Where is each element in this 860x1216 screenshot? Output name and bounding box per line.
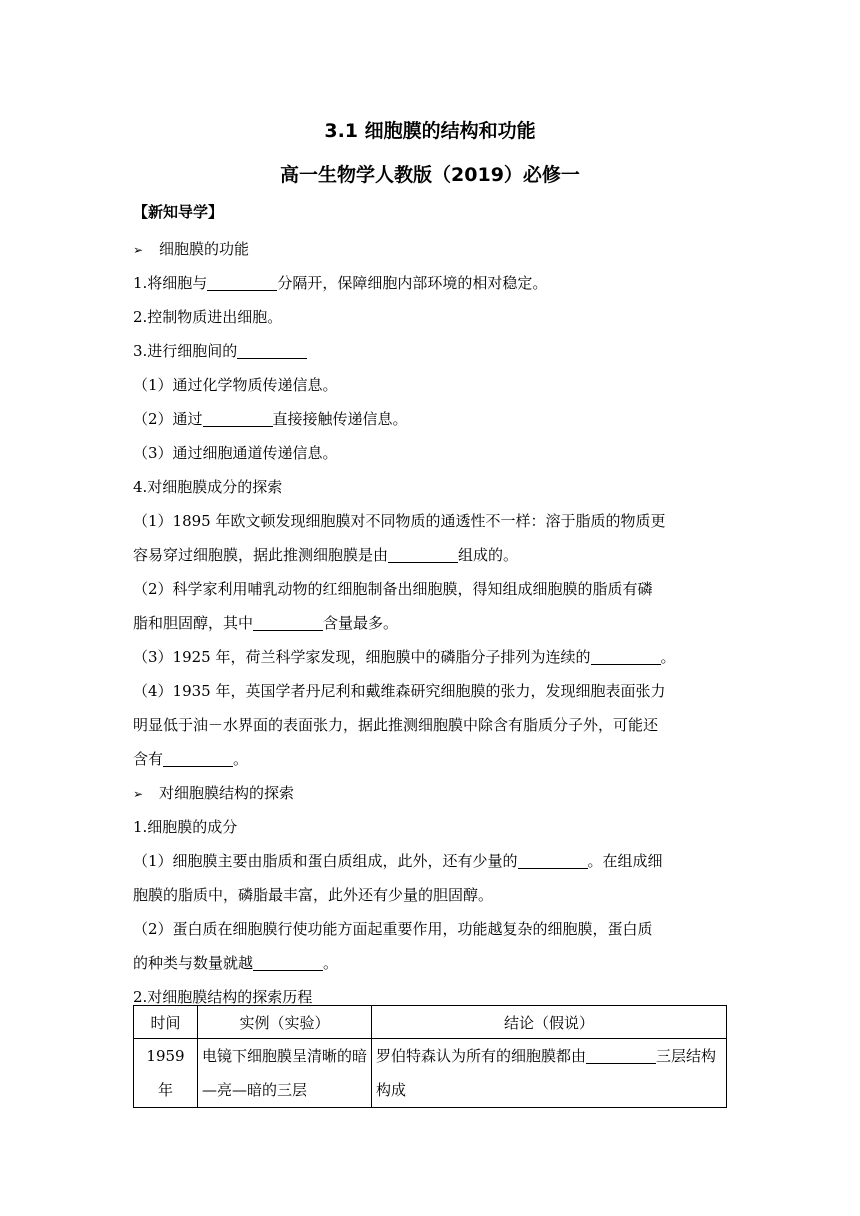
text-line: （3）通过细胞通道传递信息。 [133, 444, 338, 462]
document-body [133, 232, 731, 1014]
text-line: 胞膜的脂质中，磷脂最丰富，此外还有少量的胆固醇。 [133, 886, 494, 904]
fill-blank[interactable] [253, 954, 323, 971]
fill-blank[interactable] [237, 342, 307, 359]
arrow-bullet-icon: ➢ [133, 787, 144, 801]
table-cell-time: 1959 年 [134, 1039, 198, 1108]
fill-blank[interactable] [586, 1047, 656, 1064]
text-line: 1.细胞膜的成分 [133, 818, 238, 836]
text-line: 的种类与数量就越 。 [133, 954, 339, 972]
exploration-history-table [133, 1005, 727, 1108]
text-line: 脂和胆固醇，其中 含量最多。 [133, 614, 399, 632]
text-line: 2.对细胞膜结构的探索历程 [133, 988, 313, 1006]
table-header-row [134, 1006, 727, 1039]
arrow-bullet-icon: ➢ [133, 243, 144, 257]
table-header: 结论（假说） [372, 1006, 727, 1039]
table-row [134, 1039, 727, 1108]
text-line: （4）1935 年，英国学者丹尼利和戴维森研究细胞膜的张力，发现细胞表面张力 [133, 682, 666, 700]
part1-heading: ➢ 细胞膜的功能 [133, 232, 731, 266]
document-title: 3.1 细胞膜的结构和功能 [324, 120, 536, 142]
text-line: （2）通过 直接接触传递信息。 [133, 410, 408, 428]
text-line: （1）1895 年欧文顿发现细胞膜对不同物质的通透性不一样：溶于脂质的物质更 [133, 512, 666, 530]
text-line: （3）1925 年，荷兰科学家发现，细胞膜中的磷脂分子排列为连续的 。 [133, 648, 676, 666]
fill-blank[interactable] [203, 410, 273, 427]
text-line: 明显低于油－水界面的表面张力，据此推测细胞膜中除含有脂质分子外，可能还 [133, 716, 659, 734]
fill-blank[interactable] [163, 750, 233, 767]
fill-blank[interactable] [388, 546, 458, 563]
document-subtitle: 高一生物学人教版（2019）必修一 [280, 164, 580, 186]
fill-blank[interactable] [253, 614, 323, 631]
text-line: 2.控制物质进出细胞。 [133, 308, 283, 326]
table-cell-example: 电镜下细胞膜呈清晰的暗—亮—暗的三层 [198, 1039, 372, 1108]
text-line: 容易穿过细胞膜，据此推测细胞膜是由 组成的。 [133, 546, 519, 564]
text-line: （2）科学家利用哺乳动物的红细胞制备出细胞膜，得知组成细胞膜的脂质有磷 [133, 580, 653, 598]
text-line: 4.对细胞膜成分的探索 [133, 478, 283, 496]
table-header: 时间 [134, 1006, 198, 1039]
section-heading: 【新知导学】 [133, 203, 224, 221]
fill-blank[interactable] [518, 852, 588, 869]
table-header: 实例（实验） [198, 1006, 372, 1039]
text-line: 含有 。 [133, 750, 249, 768]
fill-blank[interactable] [591, 648, 661, 665]
text-line: （1）通过化学物质传递信息。 [133, 376, 338, 394]
text-line: （2）蛋白质在细胞膜行使功能方面起重要作用，功能越复杂的细胞膜，蛋白质 [133, 920, 653, 938]
text-line: 3.进行细胞间的 [133, 334, 731, 368]
table-cell-conclusion: 罗伯特森认为所有的细胞膜都由 三层结构构成 [372, 1039, 727, 1108]
text-line: 1.将细胞与 分隔开，保障细胞内部环境的相对稳定。 [133, 274, 548, 292]
part2-heading: ➢ 对细胞膜结构的探索 [133, 776, 731, 810]
text-line: （1）细胞膜主要由脂质和蛋白质组成，此外，还有少量的 。在组成细 [133, 852, 663, 870]
fill-blank[interactable] [207, 274, 277, 291]
